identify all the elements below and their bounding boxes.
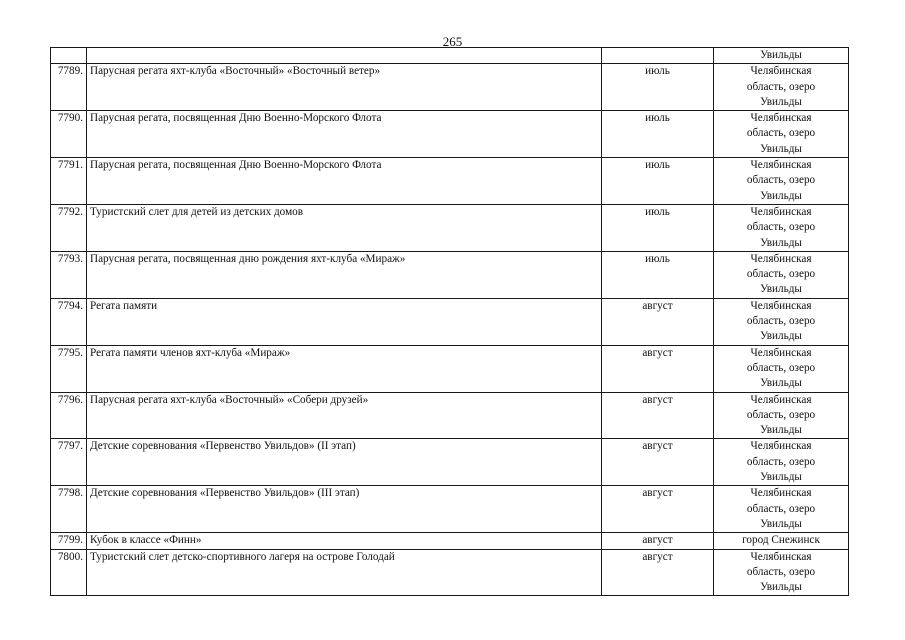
location-line: область, озеро [746,361,816,374]
event-name: Кубок в классе «Финн» [87,533,602,549]
location-line: Челябинская [750,487,812,500]
event-location [714,549,849,596]
location-line: область, озеро [746,174,816,187]
location-line: область, озеро [746,408,816,421]
event-name: Регата памяти [87,298,602,345]
event-location [714,298,849,345]
page-number: 265 [442,34,463,49]
event-month: август [602,533,714,549]
event-location [714,158,849,205]
event-location [714,251,849,298]
event-month: август [602,486,714,533]
event-month: июль [602,251,714,298]
row-number: 7793. [51,251,87,298]
table-row [51,486,849,533]
event-name: Парусная регата, посвященная дню рождения яхт-клуба «Мираж» [87,251,602,298]
event-month: июль [602,204,714,251]
location-line: Увильды [760,95,802,108]
location-line: Увильды [760,189,802,202]
table-row [51,392,849,439]
event-location [714,345,849,392]
row-number-cell [51,48,87,64]
location-line: Увильды [760,517,802,530]
table-row [51,111,849,158]
location-cell [714,48,849,64]
table-row [51,251,849,298]
event-name: Детские соревнования «Первенство Увильдов» (II этап) [87,439,602,486]
events-table [50,47,849,596]
row-number: 7790. [51,111,87,158]
location-line: Челябинская [750,112,812,125]
event-month: август [602,345,714,392]
row-number: 7794. [51,298,87,345]
month-cell [602,48,714,64]
event-location [714,439,849,486]
table-row-continued [51,48,849,64]
location-line: область, озеро [746,455,816,468]
location-line: область, озеро [746,80,816,93]
location-line: область, озеро [746,502,816,515]
row-number: 7795. [51,345,87,392]
location-line: Челябинская [750,205,812,218]
table-row [51,345,849,392]
event-location [714,486,849,533]
event-location [714,111,849,158]
location-line: Увильды [760,581,802,594]
row-number: 7792. [51,204,87,251]
table-row [51,549,849,596]
event-month: июль [602,158,714,205]
row-number: 7799. [51,533,87,549]
event-name: Туристский слет для детей из детских домов [87,204,602,251]
table-row [51,204,849,251]
row-number: 7798. [51,486,87,533]
event-month: август [602,549,714,596]
event-location [714,204,849,251]
location-line: область, озеро [746,565,816,578]
location-line: область, озеро [746,127,816,140]
location-line: область, озеро [746,268,816,281]
location-line: Челябинская [750,550,812,563]
event-name-cell [87,48,602,64]
event-month: август [602,298,714,345]
event-name: Парусная регата, посвященная Дню Военно-Морского Флота [87,111,602,158]
table-row [51,64,849,111]
event-location [714,392,849,439]
location-line: Увильды [760,330,802,343]
row-number: 7796. [51,392,87,439]
event-month: июль [602,111,714,158]
table-row [51,158,849,205]
row-number: 7789. [51,64,87,111]
location-line: Челябинская [750,159,812,172]
row-number: 7791. [51,158,87,205]
table-row [51,298,849,345]
location-line: город Снежинск [742,534,820,547]
table-row [51,439,849,486]
event-month: июль [602,64,714,111]
row-number: 7797. [51,439,87,486]
event-month: август [602,392,714,439]
event-location [714,64,849,111]
event-name: Парусная регата яхт-клуба «Восточный» «Восточный ветер» [87,64,602,111]
location-line: Увильды [760,424,802,437]
location-line: Увильды [760,283,802,296]
events-table-body [51,48,849,596]
location-line: Челябинская [750,252,812,265]
location-line: область, озеро [746,221,816,234]
event-month: август [602,439,714,486]
location-line: Увильды [760,236,802,249]
location-line: область, озеро [746,315,816,328]
location-line: Челябинская [750,440,812,453]
location-line: Увильды [760,377,802,390]
location-line: Челябинская [750,299,812,312]
location-line: Увильды [760,471,802,484]
location-line: Увильды [760,142,802,155]
event-name: Парусная регата яхт-клуба «Восточный» «Собери друзей» [87,392,602,439]
location-line: Челябинская [750,393,812,406]
table-row [51,533,849,549]
location-line: Увильды [760,49,802,61]
event-location [714,533,849,549]
row-number: 7800. [51,549,87,596]
location-line: Челябинская [750,346,812,359]
event-name: Парусная регата, посвященная Дню Военно-Морского Флота [87,158,602,205]
event-name: Регата памяти членов яхт-клуба «Мираж» [87,345,602,392]
location-line: Челябинская [750,65,812,78]
event-name: Туристский слет детско-спортивного лагеря на острове Голодай [87,549,602,596]
event-name: Детские соревнования «Первенство Увильдов» (III этап) [87,486,602,533]
